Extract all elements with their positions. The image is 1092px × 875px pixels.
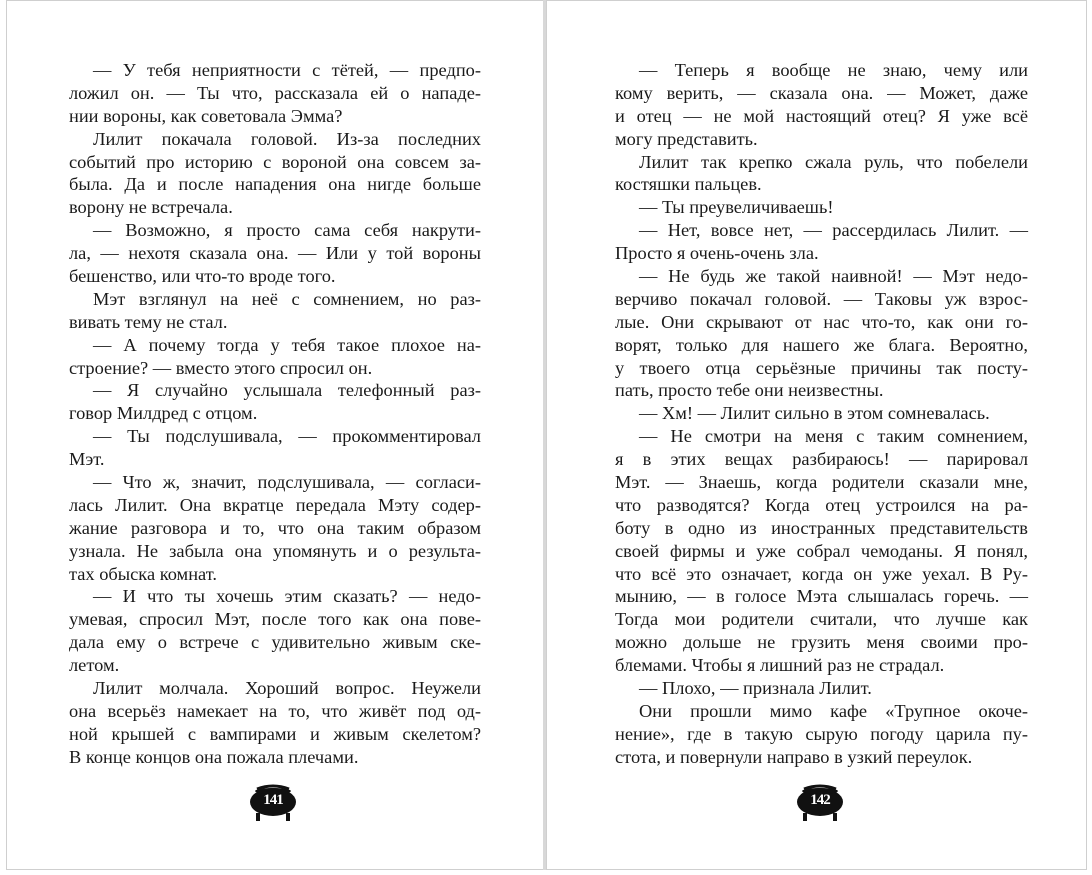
- text-line: ла, — нехотя сказала она. — Или у той вороны: [69, 243, 481, 264]
- text-line: Лилит молчала. Хороший вопрос. Неужели: [93, 678, 481, 699]
- text-line: — Нет, вовсе нет, — рассердилась Лилит. —: [639, 220, 1028, 241]
- text-line: лась Лилит. Она вкратце передала Мэту содер-: [69, 494, 481, 515]
- right-page-text: [615, 59, 1028, 769]
- text-line: лые. Они скрывают от нас что-то, как они го-: [615, 311, 1028, 332]
- text-line: нение», где в такую сырую погоду царила пу-: [615, 723, 1028, 744]
- page-number: 141: [263, 792, 283, 808]
- text-line: бешенство, или что-то вроде того.: [69, 266, 336, 287]
- text-line: была. Да и после нападения она нигде больше: [69, 174, 481, 195]
- text-line: Мэт. — Знаешь, когда родители сказали мне,: [615, 472, 1028, 493]
- text-line: я в этих вещах разбираюсь! — парировал: [615, 449, 1028, 470]
- text-line: — Плохо, — признала Лилит.: [639, 678, 872, 699]
- text-line: — Ты подслушивала, — прокомментировал: [93, 426, 481, 447]
- left-page: [6, 0, 544, 870]
- text-line: и отец — не мой настоящий отец? Я уже всё: [615, 105, 1028, 126]
- text-line: — У тебя неприятности с тётей, — предпо-: [93, 60, 481, 80]
- text-line: блемами. Чтобы я лишний раз не страдал.: [615, 655, 945, 676]
- text-line: Тогда мои родители считали, что лучше как: [615, 609, 1028, 630]
- text-line: костяшки пальцев.: [615, 174, 762, 195]
- text-line: боту в одно из иностранных представительств: [615, 517, 1028, 538]
- text-line: Мэт взглянул на неё с сомнением, но раз-: [93, 288, 481, 309]
- text-line: Лилит покачала головой. Из-за последних: [93, 128, 481, 149]
- text-line: летом.: [69, 655, 120, 676]
- text-line: тах обыска комнат.: [69, 563, 217, 584]
- text-line: дала ему о встрече с удивительно живым ске-: [69, 632, 481, 653]
- text-line: — Ты преувеличиваешь!: [639, 197, 834, 218]
- text-line: — Не будь же такой наивной! — Мэт недо-: [639, 266, 1028, 287]
- text-line: — Что ж, значит, подслушивала, — согласи-: [93, 472, 481, 493]
- text-line: нии вороны, как советовала Эмма?: [69, 105, 343, 126]
- text-line: — Хм! — Лилит сильно в этом сомневалась.: [639, 403, 990, 424]
- text-line: умевая, спросил Мэт, после того как она пове-: [69, 609, 481, 630]
- text-line: стота, и повернули направо в узкий переулок.: [615, 746, 973, 767]
- text-line: — Не смотри на меня с таким сомнением,: [639, 426, 1028, 447]
- text-line: Они прошли мимо кафе «Трупное окоче-: [639, 700, 1028, 721]
- text-line: своей фирмы и уже собрал чемоданы. Я понял,: [615, 540, 1028, 561]
- text-line: Лилит так крепко сжала руль, что побелели: [639, 151, 1028, 172]
- text-line: вивать тему не стал.: [69, 311, 228, 332]
- page-number-badge-left: [247, 783, 299, 823]
- text-line: — Теперь я вообще не знаю, чему или: [639, 60, 1028, 80]
- text-line: ложил он. — Ты что, рассказала ей о нападе-: [69, 82, 481, 103]
- text-line: В конце концов она пожала плечами.: [69, 746, 359, 767]
- text-line: ворят, только для нашего же блага. Вероятно,: [615, 334, 1028, 355]
- text-line: ворону не встречала.: [69, 197, 233, 218]
- text-line: ной крышей с вампирами и живым скелетом?: [69, 723, 481, 744]
- text-line: жание разговора и то, что она таким образом: [69, 517, 481, 538]
- text-line: строение? — вместо этого спросил он.: [69, 357, 373, 378]
- text-line: верчиво покачал головой. — Таковы уж взрос-: [615, 288, 1028, 309]
- text-line: — Возможно, я просто сама себя накрути-: [93, 220, 481, 241]
- text-line: мынию, — в голосе Мэта слышалась горечь. —: [615, 586, 1028, 607]
- text-line: событий про историю с вороной она совсем за-: [69, 151, 481, 172]
- text-line: у твоего отца серьёзные причины так посту-: [615, 357, 1028, 378]
- text-line: — И что ты хочешь этим сказать? — недо-: [93, 586, 481, 607]
- text-line: можно дольше не грузить меня своими про-: [615, 632, 1028, 653]
- text-line: — А почему тогда у тебя такое плохое на-: [93, 334, 481, 355]
- text-line: что разводятся? Когда отец устроился на ра-: [615, 494, 1028, 515]
- page-number-badge-right: [794, 783, 846, 823]
- right-page: [546, 0, 1087, 870]
- text-line: могу представить.: [615, 128, 758, 149]
- text-line: говор Милдред с отцом.: [69, 403, 258, 424]
- text-line: она всерьёз намекает на то, что живёт под од-: [69, 700, 481, 721]
- text-line: пать, просто тебе они неизвестны.: [615, 380, 884, 401]
- text-line: что всё это означает, когда он уже уехал. В Ру-: [615, 563, 1028, 584]
- text-line: кому верить, — сказала она. — Может, даже: [615, 82, 1028, 103]
- text-line: Мэт.: [69, 449, 105, 470]
- page-number: 142: [810, 792, 830, 808]
- left-page-text: [69, 59, 481, 769]
- text-line: Просто я очень-очень зла.: [615, 243, 819, 264]
- text-line: — Я случайно услышала телефонный раз-: [93, 380, 481, 401]
- text-line: узнала. Не забыла она упомянуть и о результа-: [69, 540, 481, 561]
